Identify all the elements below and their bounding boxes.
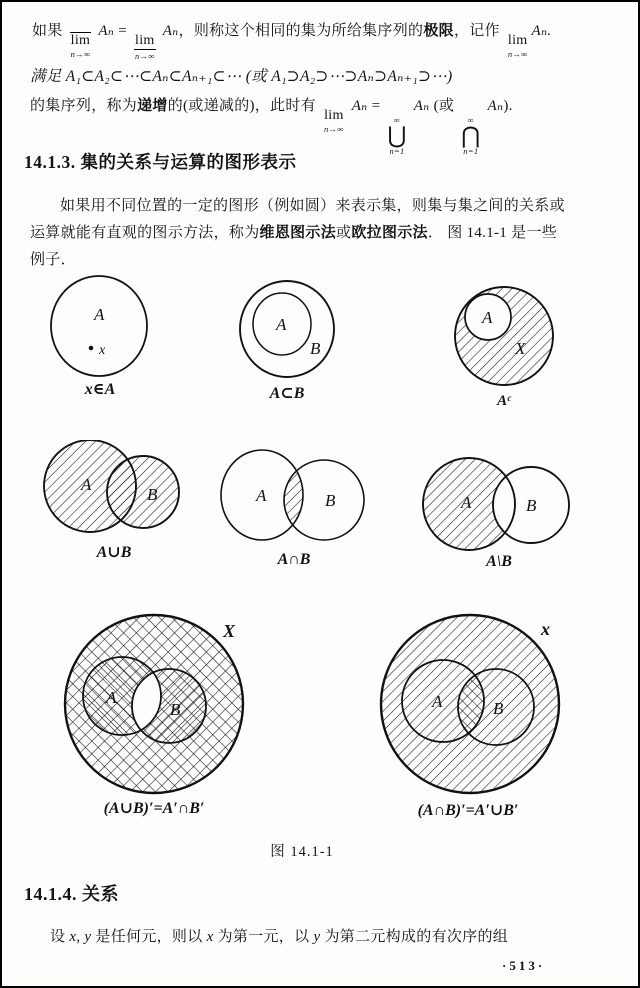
venn-complement — [447, 274, 567, 414]
caption-complement: Aᶜ — [497, 393, 511, 409]
union-upper-limit: ∞ — [393, 115, 401, 125]
intro-line-limsup — [32, 20, 620, 60]
lim-formula — [507, 34, 529, 58]
label-A: A — [81, 475, 92, 494]
caption-difference: A\B — [486, 553, 512, 570]
limsup-subscript: n→∞ — [70, 48, 91, 59]
venn-intersection — [212, 440, 377, 575]
lim-subscript: n→∞ — [507, 48, 528, 59]
label-B: B — [493, 699, 504, 718]
intersection-operator — [461, 116, 480, 156]
set-symbol: Aₙ — [162, 23, 179, 39]
paren-text: (或 — [433, 98, 455, 114]
intersection-upper-limit: ∞ — [467, 115, 475, 125]
label-X: X — [515, 339, 526, 358]
set-symbol: Aₙ — [487, 98, 504, 114]
lim-word: lim — [324, 108, 344, 123]
para-text: 运算就能有直观的图示方法，称为 — [30, 225, 260, 241]
para-1413 — [30, 193, 620, 274]
para-line: 例子． — [30, 252, 76, 268]
term-increasing-bold: 递增 — [137, 98, 168, 114]
set-symbol: Aₙ — [351, 98, 368, 114]
point-dot — [89, 346, 94, 351]
set-symbol: Aₙ — [413, 98, 430, 114]
para-text: 是任何元，则以 — [91, 929, 207, 945]
term-venn-bold: 维恩图示法 — [259, 225, 337, 241]
equals-sign: = — [118, 23, 127, 39]
label-x-point: x — [99, 343, 106, 358]
section-heading-1413: 14.1.3. 集的关系与运算的图形表示 — [24, 152, 297, 172]
circle-A — [51, 276, 147, 376]
para-text: ． 图 14.1-1 是一些 — [427, 225, 558, 241]
lim-subscript: n→∞ — [324, 123, 344, 134]
label-A: A — [432, 692, 443, 711]
term-limit-bold: 极限 — [423, 23, 454, 39]
intro-text: 的(或递减的)，此时有 — [167, 98, 317, 114]
caption-intersection: A∩B — [277, 551, 311, 568]
var-y: y — [313, 929, 321, 945]
venn-union — [37, 440, 197, 570]
label-B: B — [526, 496, 537, 515]
equals-sign: = — [371, 98, 381, 114]
caption-element-of: x∈A — [84, 381, 116, 398]
var-x: x — [206, 929, 214, 945]
label-A: A — [256, 486, 267, 505]
intro-text: ，记作 — [453, 23, 500, 39]
venn-subset — [230, 272, 350, 407]
para-text: 为第一元，以 — [213, 929, 314, 945]
label-B: B — [147, 485, 158, 504]
intersection-lower-limit: n=1 — [463, 146, 479, 157]
label-X: X — [223, 621, 236, 641]
intro-line-monotone — [30, 95, 622, 156]
term-euler-bold: 欧拉图示法 — [351, 225, 428, 241]
liminf-formula — [134, 34, 156, 60]
para-text: 或 — [336, 225, 352, 241]
caption-demorgan-union: (A∪B)′=A′∩B′ — [103, 800, 205, 817]
label-A: A — [276, 315, 287, 334]
intro-text: ，则称这个相同的集为所给集序列的 — [178, 23, 424, 39]
caption-subset: A⊂B — [269, 385, 305, 402]
liminf-word: lim — [135, 33, 155, 48]
label-B: B — [170, 700, 181, 719]
label-A: A — [106, 688, 117, 707]
venn-demorgan-union — [60, 607, 265, 822]
caption-demorgan-intersection: (A∩B)′=A′∪B′ — [417, 802, 519, 819]
para-text: 设 — [50, 929, 70, 945]
para-line — [30, 220, 620, 247]
paren-text: ). — [503, 98, 513, 114]
section-heading-1414: 14.1.4. 关系 — [24, 884, 119, 904]
limsup-word: lim — [70, 33, 91, 48]
label-B: B — [325, 491, 336, 510]
label-A: A — [461, 493, 472, 512]
var-xy: x, y — [69, 929, 92, 945]
lim-formula — [323, 109, 345, 133]
label-x: x — [541, 619, 550, 639]
page-number: ·513· — [502, 958, 546, 973]
liminf-subscript: n→∞ — [134, 50, 155, 61]
venn-element-of — [42, 272, 162, 407]
intro-text: 如果 — [32, 23, 63, 39]
para-1414 — [50, 926, 590, 949]
set-symbol: Aₙ — [98, 23, 115, 39]
union-symbol: ⋃ — [387, 122, 407, 148]
intro-line-chain: 满足 A₁⊂A₂⊂⋯⊂Aₙ⊂Aₙ₊₁⊂⋯ (或 A₁⊃A₂⊃⋯⊃Aₙ⊃Aₙ₊₁⊃⋯) — [30, 68, 453, 85]
set-symbol: Aₙ. — [531, 23, 552, 39]
venn-difference — [405, 440, 580, 575]
para-text: 为第二元构成的有次序的组 — [320, 929, 509, 945]
union-operator — [387, 116, 406, 156]
para-line: 如果用不同位置的一定的图形（例如圆）来表示集，则集与集之间的关系或 — [60, 198, 565, 214]
label-A: A — [482, 308, 493, 327]
intersection-symbol: ⋂ — [461, 122, 481, 148]
union-lower-limit: n=1 — [389, 146, 405, 157]
lim-word: lim — [507, 33, 528, 48]
figure-caption: 图 14.1-1 — [270, 844, 334, 860]
limsup-formula — [70, 32, 92, 58]
caption-union: A∪B — [96, 544, 132, 561]
label-B: B — [310, 339, 321, 358]
label-A: A — [94, 305, 105, 324]
intro-text: 的集序列，称为 — [30, 98, 138, 114]
venn-demorgan-intersection — [368, 607, 573, 822]
